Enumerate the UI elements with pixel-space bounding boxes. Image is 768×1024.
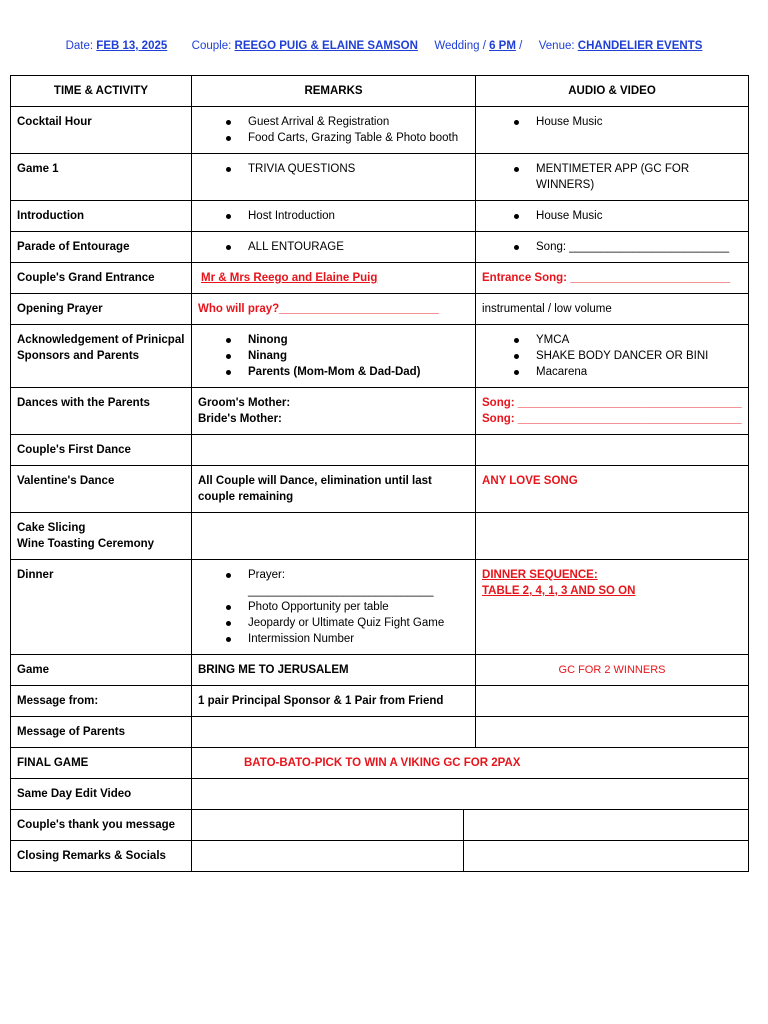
av-cell (464, 841, 749, 872)
remarks-cell: Mr & Mrs Reego and Elaine Puig (192, 263, 476, 294)
remarks-cell: BATO-BATO-PICK TO WIN A VIKING GC FOR 2PAX (192, 748, 749, 779)
activity-cell: Dances with the Parents (11, 388, 192, 435)
venue-value: CHANDELIER EVENTS (577, 40, 703, 52)
activity-cell: Opening Prayer (11, 294, 192, 325)
av-cell (476, 201, 749, 232)
av-cell: instrumental / low volume (476, 294, 749, 325)
remarks-cell (192, 435, 476, 466)
remarks-cell (192, 513, 476, 560)
activity-cell (11, 513, 192, 560)
list-item: SHAKE BODY DANCER OR BINI (510, 348, 742, 364)
table-row (11, 841, 749, 872)
list-item: Host Introduction (222, 208, 469, 224)
remarks-cell (192, 232, 476, 263)
av-cell: GC FOR 2 WINNERS (476, 655, 749, 686)
av-cell (476, 325, 749, 388)
activity-cell: Couple's First Dance (11, 435, 192, 466)
list-item: Ninong (222, 332, 469, 348)
remarks-cell (192, 717, 476, 748)
table-row (11, 325, 749, 388)
table-row (11, 560, 749, 655)
list-item: YMCA (510, 332, 742, 348)
table-row (11, 686, 749, 717)
list-item: ALL ENTOURAGE (222, 239, 469, 255)
activity-cell: Game (11, 655, 192, 686)
remarks-cell (192, 560, 476, 655)
venue-label: Venue: (538, 40, 575, 52)
av-cell (476, 513, 749, 560)
remarks-cell (192, 325, 476, 388)
dinner-sequence-order: TABLE 2, 4, 1, 3 AND SO ON (482, 585, 636, 597)
grooms-mother-label: Groom's Mother: (198, 397, 291, 409)
remarks-cell: BRING ME TO JERUSALEM (192, 655, 476, 686)
av-cell (476, 435, 749, 466)
list-item: Intermission Number (222, 631, 469, 647)
table-row (11, 232, 749, 263)
activity-cell: Couple's thank you message (11, 810, 192, 841)
song-line: Song: ___________________________________ (482, 413, 742, 425)
av-cell (476, 560, 749, 655)
remarks-cell (192, 107, 476, 154)
list-item: Food Carts, Grazing Table & Photo booth (222, 130, 469, 146)
av-cell (476, 686, 749, 717)
activity-cell: Acknowledgement of Prinicpal Sponsors and Parents (11, 325, 192, 388)
wedding-label: Wedding / (434, 40, 486, 52)
activity-cell: Game 1 (11, 154, 192, 201)
table-row (11, 717, 749, 748)
av-cell (476, 107, 749, 154)
av-cell (476, 717, 749, 748)
column-header-activity: TIME & ACTIVITY (11, 76, 192, 107)
activity-cell: Same Day Edit Video (11, 779, 192, 810)
dinner-sequence-title: DINNER SEQUENCE: (482, 569, 598, 581)
column-header-remarks: REMARKS (192, 76, 476, 107)
remarks-cell: All Couple will Dance, elimination until last couple remaining (192, 466, 476, 513)
couple-label: Couple: (191, 40, 232, 52)
remarks-cell (192, 810, 464, 841)
table-row (11, 655, 749, 686)
activity-line: Wine Toasting Ceremony (17, 538, 155, 550)
date-label: Date: (65, 40, 94, 52)
wedding-time: 6 PM (489, 40, 516, 52)
activity-cell: Couple's Grand Entrance (11, 263, 192, 294)
activity-cell: Parade of Entourage (11, 232, 192, 263)
table-header-row (11, 76, 749, 107)
program-header (0, 40, 768, 52)
table-row (11, 107, 749, 154)
activity-cell: Introduction (11, 201, 192, 232)
activity-cell: Message of Parents (11, 717, 192, 748)
table-row (11, 466, 749, 513)
date-value: FEB 13, 2025 (96, 40, 168, 52)
activity-cell: FINAL GAME (11, 748, 192, 779)
activity-cell: Cocktail Hour (11, 107, 192, 154)
table-row (11, 201, 749, 232)
song-line: Song: ___________________________________ (482, 397, 742, 409)
brides-mother-label: Bride's Mother: (198, 413, 282, 425)
av-cell: Entrance Song: _________________________ (476, 263, 749, 294)
activity-line: Cake Slicing (17, 522, 86, 534)
list-item: Ninang (222, 348, 469, 364)
activity-cell: Valentine's Dance (11, 466, 192, 513)
table-row (11, 513, 749, 560)
couple-value: REEGO PUIG & ELAINE SAMSON (234, 40, 418, 52)
remarks-cell (192, 154, 476, 201)
av-cell: ANY LOVE SONG (476, 466, 749, 513)
list-item: TRIVIA QUESTIONS (222, 161, 469, 177)
av-cell (476, 388, 749, 435)
list-item: Parents (Mom-Mom & Dad-Dad) (222, 364, 469, 380)
activity-cell: Message from: (11, 686, 192, 717)
table-row (11, 154, 749, 201)
list-item: Song: _________________________ (510, 239, 742, 255)
activity-cell: Closing Remarks & Socials (11, 841, 192, 872)
list-item: Prayer: _____________________________ (222, 567, 469, 599)
table-row (11, 748, 749, 779)
table-row (11, 779, 749, 810)
remarks-cell (192, 201, 476, 232)
list-item: House Music (510, 208, 742, 224)
table-row (11, 810, 749, 841)
av-cell (476, 154, 749, 201)
table-row (11, 294, 749, 325)
list-item: Photo Opportunity per table (222, 599, 469, 615)
wedding-suffix: / (519, 40, 523, 52)
list-item: Jeopardy or Ultimate Quiz Fight Game (222, 615, 469, 631)
remarks-cell: Who will pray?_________________________ (192, 294, 476, 325)
table-row (11, 435, 749, 466)
program-table (10, 75, 749, 872)
remarks-cell: 1 pair Principal Sponsor & 1 Pair from Friend (192, 686, 476, 717)
column-header-audio-video: AUDIO & VIDEO (476, 76, 749, 107)
list-item: Macarena (510, 364, 742, 380)
table-row (11, 388, 749, 435)
av-cell (464, 810, 749, 841)
list-item: House Music (510, 114, 742, 130)
remarks-cell (192, 841, 464, 872)
table-row (11, 263, 749, 294)
activity-cell: Dinner (11, 560, 192, 655)
remarks-cell (192, 779, 749, 810)
av-cell (476, 232, 749, 263)
list-item: MENTIMETER APP (GC FOR WINNERS) (510, 161, 742, 193)
list-item: Guest Arrival & Registration (222, 114, 469, 130)
remarks-cell (192, 388, 476, 435)
